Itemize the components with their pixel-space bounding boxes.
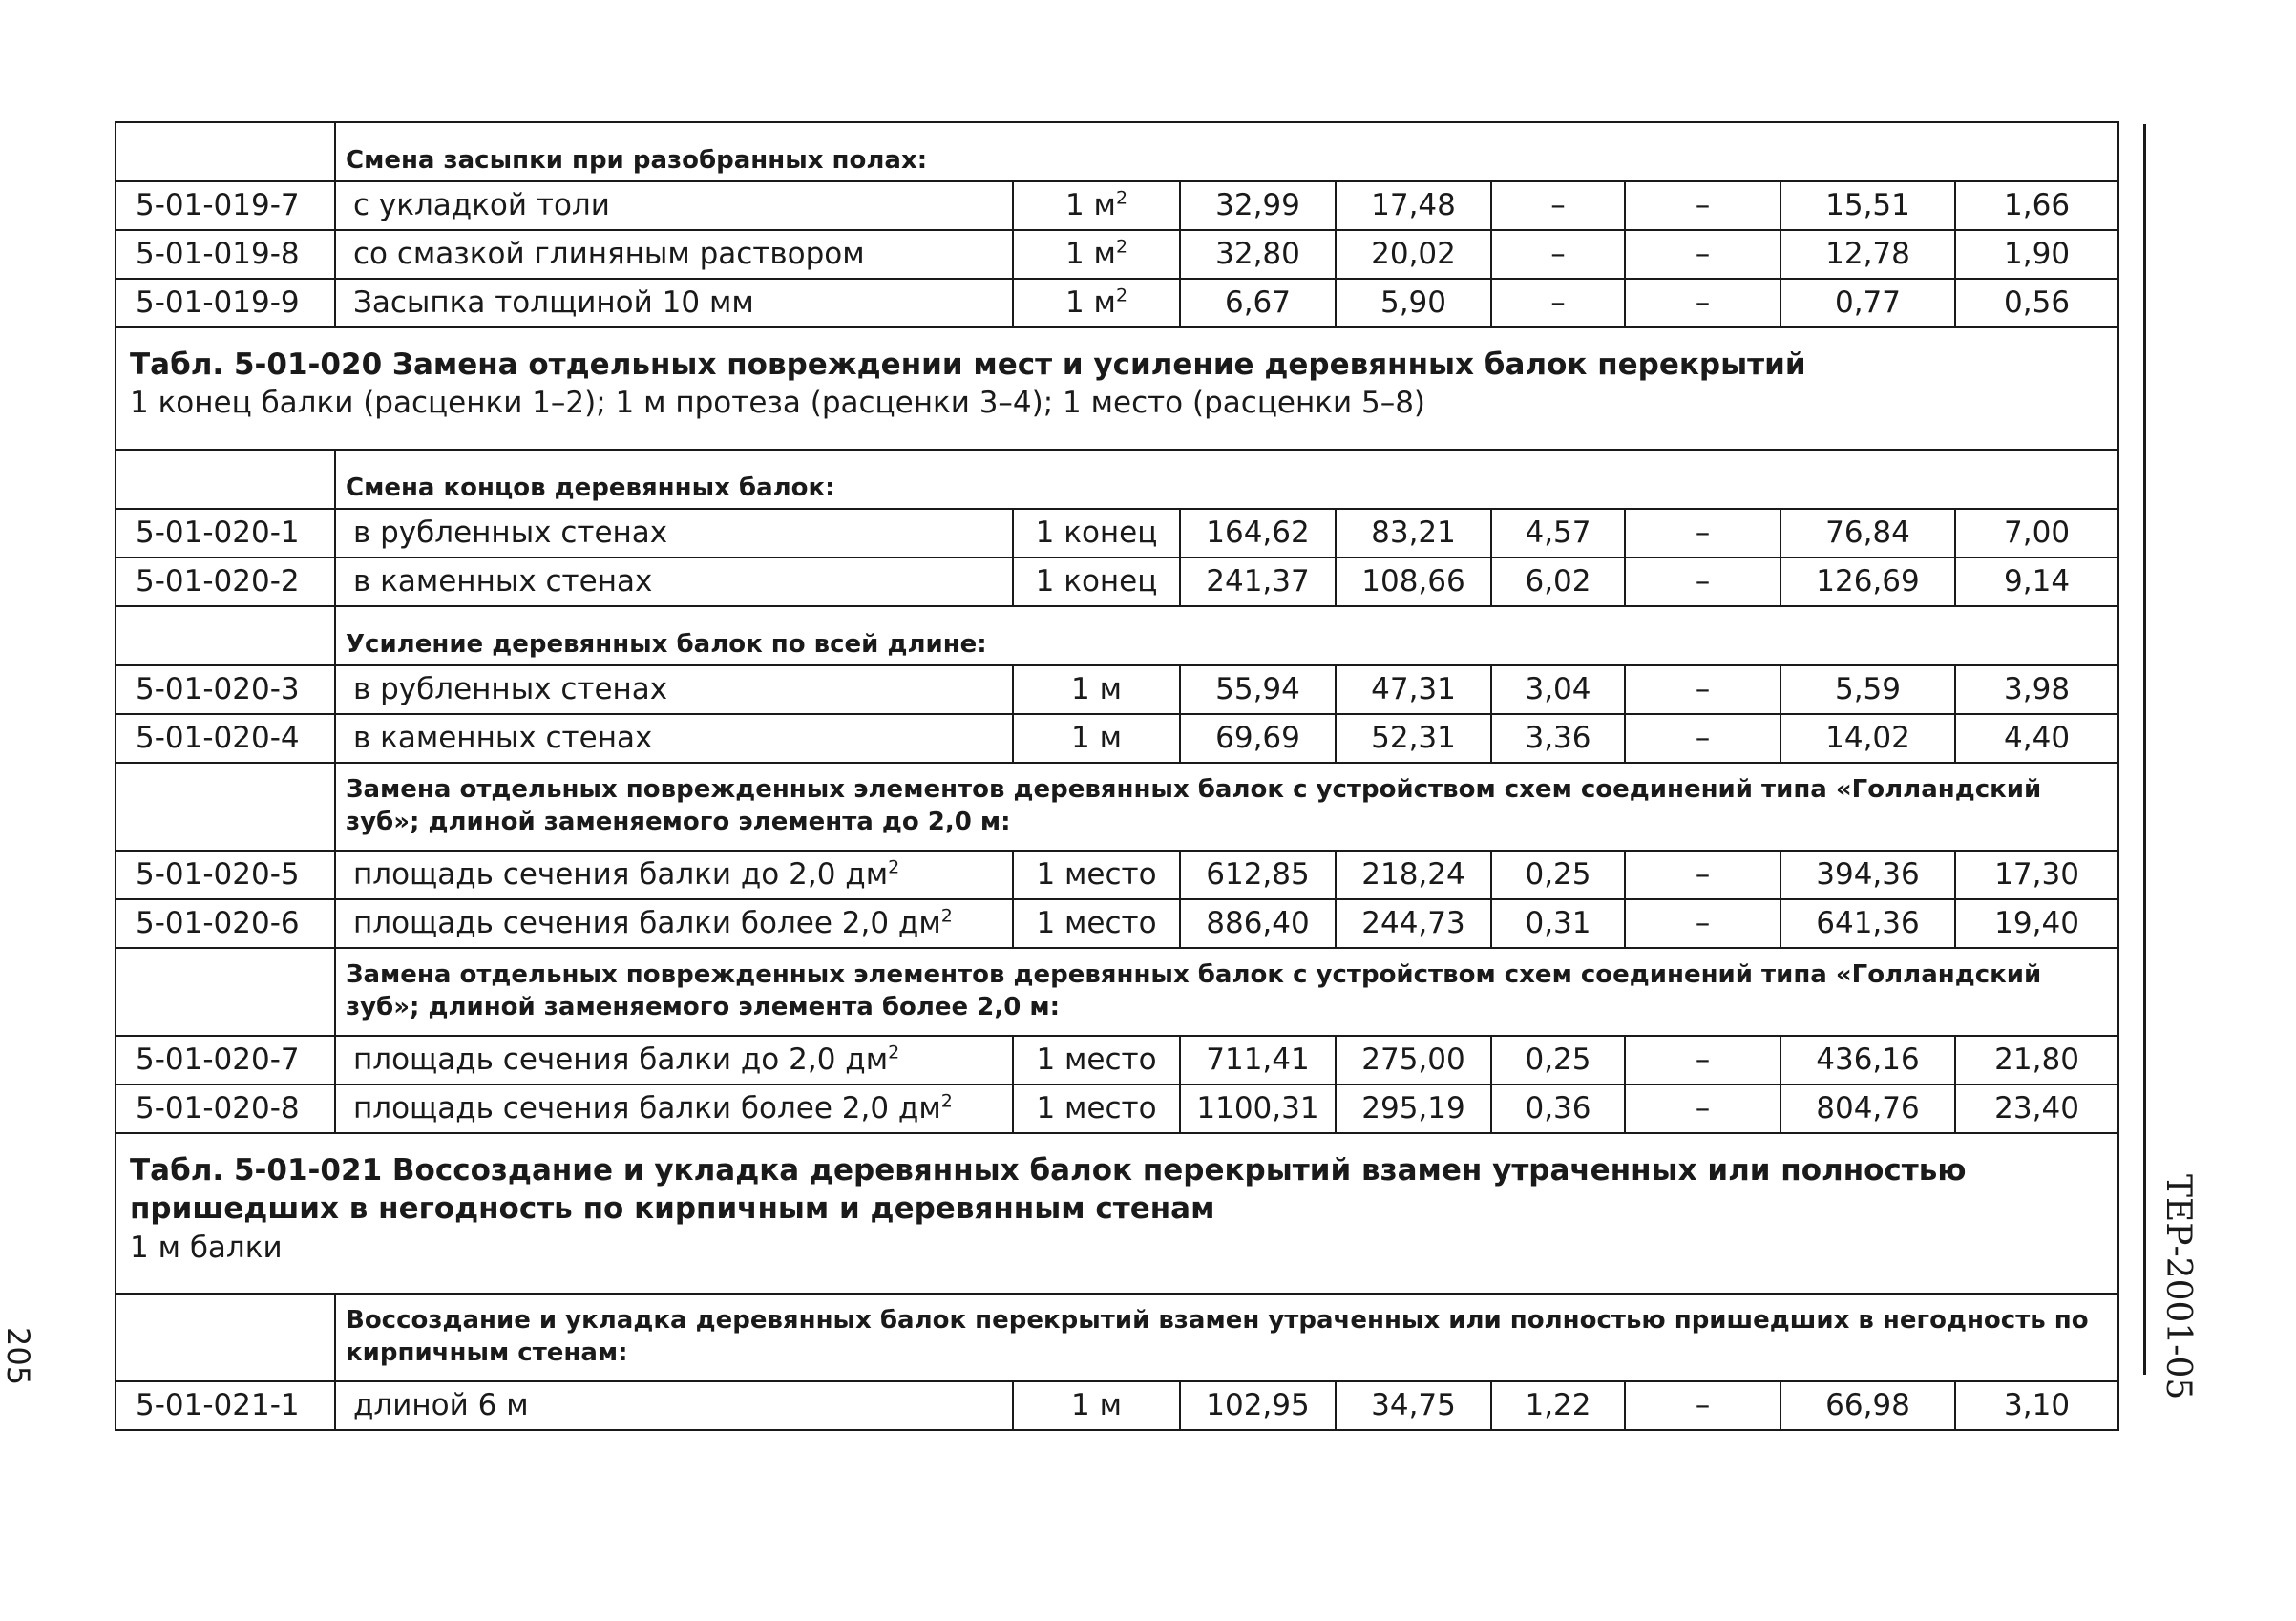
work-name-text: длиной 6 м — [353, 1388, 529, 1423]
driver-wages-cell: – — [1625, 1381, 1780, 1430]
driver-wages-cell: – — [1625, 1084, 1780, 1133]
wages-cell: 295,19 — [1336, 1084, 1491, 1133]
materials-cell: 126,69 — [1780, 558, 1955, 606]
driver-wages-cell: – — [1625, 851, 1780, 899]
work-name-text: площадь сечения балки более 2,0 дм — [353, 1091, 941, 1126]
labor-cell: 21,80 — [1955, 1036, 2118, 1084]
measure-unit — [1013, 851, 1180, 899]
wages-cell: 275,00 — [1336, 1036, 1491, 1084]
machine-cost-cell: 0,25 — [1491, 851, 1625, 899]
work-name — [335, 509, 1013, 558]
superscript: 2 — [1115, 285, 1128, 307]
total-cost-cell: 32,99 — [1180, 181, 1336, 230]
table-title-cell — [116, 1133, 2118, 1294]
table-row — [116, 1084, 2118, 1133]
labor-cell: 3,98 — [1955, 665, 2118, 714]
materials-cell: 5,59 — [1780, 665, 1955, 714]
wages-cell: 5,90 — [1336, 279, 1491, 327]
driver-wages-cell: – — [1625, 279, 1780, 327]
table-row — [116, 558, 2118, 606]
work-name-text: площадь сечения балки до 2,0 дм — [353, 1042, 889, 1078]
labor-cell: 17,30 — [1955, 851, 2118, 899]
section-header-row — [116, 606, 2118, 665]
work-name-text: площадь сечения балки до 2,0 дм — [353, 857, 889, 893]
work-name-text: в каменных стенах — [353, 721, 653, 756]
work-name — [335, 279, 1013, 327]
work-name — [335, 1036, 1013, 1084]
rate-code: 5-01-020-3 — [116, 665, 335, 714]
measure-unit — [1013, 665, 1180, 714]
driver-wages-cell: – — [1625, 665, 1780, 714]
labor-cell: 3,10 — [1955, 1381, 2118, 1430]
total-cost-cell: 612,85 — [1180, 851, 1336, 899]
total-cost-cell: 69,69 — [1180, 714, 1336, 763]
measure-unit-text: 1 место — [1036, 906, 1157, 941]
measure-unit-text: 1 место — [1036, 857, 1157, 893]
table-row — [116, 509, 2118, 558]
margin-rule — [2143, 124, 2146, 1375]
work-name — [335, 851, 1013, 899]
materials-cell: 436,16 — [1780, 1036, 1955, 1084]
materials-cell: 641,36 — [1780, 899, 1955, 948]
wages-cell: 83,21 — [1336, 509, 1491, 558]
total-cost-cell: 55,94 — [1180, 665, 1336, 714]
labor-cell: 9,14 — [1955, 558, 2118, 606]
driver-wages-cell: – — [1625, 558, 1780, 606]
superscript: 2 — [888, 857, 900, 879]
total-cost-cell: 1100,31 — [1180, 1084, 1336, 1133]
table-row — [116, 714, 2118, 763]
section-header-row — [116, 122, 2118, 181]
materials-cell: 15,51 — [1780, 181, 1955, 230]
document-code: ТЕР-2001-05 — [2159, 1174, 2198, 1400]
work-name — [335, 558, 1013, 606]
materials-cell: 14,02 — [1780, 714, 1955, 763]
work-name — [335, 1084, 1013, 1133]
table-row — [116, 1036, 2118, 1084]
table-title: Табл. 5-01-021 Воссоздание и укладка деревянных балок перекрытий взамен утраченных или полностью пришедших в негодность по кирпичным и деревянным стенам — [130, 1153, 1967, 1227]
labor-cell: 7,00 — [1955, 509, 2118, 558]
wages-cell: 34,75 — [1336, 1381, 1491, 1430]
rate-code: 5-01-020-8 — [116, 1084, 335, 1133]
measure-unit-text: 1 место — [1036, 1042, 1157, 1078]
table-row — [116, 230, 2118, 279]
total-cost-cell: 32,80 — [1180, 230, 1336, 279]
table-subtitle: 1 м балки — [130, 1230, 283, 1265]
work-name-text: в рубленных стенах — [353, 672, 668, 707]
rate-code: 5-01-020-4 — [116, 714, 335, 763]
section-header: Замена отдельных поврежденных элементов деревянных балок с устройством схем соединений типа «Голландский зуб»; длиной заменяемого элемента более 2,0 м: — [335, 948, 2118, 1036]
measure-unit — [1013, 1381, 1180, 1430]
measure-unit-text: 1 м — [1071, 672, 1122, 707]
table-title-cell — [116, 327, 2118, 450]
section-header-row — [116, 450, 2118, 509]
work-name — [335, 714, 1013, 763]
total-cost-cell: 711,41 — [1180, 1036, 1336, 1084]
total-cost-cell: 164,62 — [1180, 509, 1336, 558]
labor-cell: 4,40 — [1955, 714, 2118, 763]
rate-code: 5-01-020-6 — [116, 899, 335, 948]
driver-wages-cell: – — [1625, 1036, 1780, 1084]
labor-cell: 0,56 — [1955, 279, 2118, 327]
machine-cost-cell: 0,36 — [1491, 1084, 1625, 1133]
total-cost-cell: 6,67 — [1180, 279, 1336, 327]
rate-code: 5-01-021-1 — [116, 1381, 335, 1430]
empty-cell — [116, 763, 335, 851]
work-name-text: Засыпка толщиной 10 мм — [353, 285, 754, 321]
rate-code: 5-01-019-7 — [116, 181, 335, 230]
total-cost-cell: 102,95 — [1180, 1381, 1336, 1430]
empty-cell — [116, 606, 335, 665]
page-number: 205 — [0, 1327, 36, 1386]
empty-cell — [116, 948, 335, 1036]
table-row — [116, 899, 2118, 948]
measure-unit — [1013, 714, 1180, 763]
measure-unit-text: 1 конец — [1035, 564, 1158, 600]
measure-unit — [1013, 509, 1180, 558]
measure-unit — [1013, 230, 1180, 279]
machine-cost-cell: 3,36 — [1491, 714, 1625, 763]
work-name-text: в рубленных стенах — [353, 516, 668, 551]
materials-cell: 804,76 — [1780, 1084, 1955, 1133]
wages-cell: 218,24 — [1336, 851, 1491, 899]
measure-unit — [1013, 558, 1180, 606]
measure-unit-text: 1 м — [1064, 237, 1116, 272]
table-row — [116, 851, 2118, 899]
machine-cost-cell: 0,31 — [1491, 899, 1625, 948]
materials-cell: 66,98 — [1780, 1381, 1955, 1430]
machine-cost-cell: – — [1491, 279, 1625, 327]
machine-cost-cell: 6,02 — [1491, 558, 1625, 606]
materials-cell: 394,36 — [1780, 851, 1955, 899]
labor-cell: 1,90 — [1955, 230, 2118, 279]
wages-cell: 108,66 — [1336, 558, 1491, 606]
work-name — [335, 665, 1013, 714]
superscript: 2 — [940, 1091, 953, 1113]
machine-cost-cell: 1,22 — [1491, 1381, 1625, 1430]
materials-cell: 0,77 — [1780, 279, 1955, 327]
rate-code: 5-01-020-7 — [116, 1036, 335, 1084]
labor-cell: 23,40 — [1955, 1084, 2118, 1133]
section-header: Усиление деревянных балок по всей длине: — [335, 606, 2118, 665]
machine-cost-cell: 0,25 — [1491, 1036, 1625, 1084]
total-cost-cell: 886,40 — [1180, 899, 1336, 948]
work-name — [335, 230, 1013, 279]
driver-wages-cell: – — [1625, 181, 1780, 230]
rates-table — [115, 121, 2119, 1431]
rate-code: 5-01-020-1 — [116, 509, 335, 558]
driver-wages-cell: – — [1625, 899, 1780, 948]
driver-wages-cell: – — [1625, 714, 1780, 763]
rate-code: 5-01-019-8 — [116, 230, 335, 279]
superscript: 2 — [1115, 237, 1128, 259]
work-name-text: со смазкой глиняным раствором — [353, 237, 865, 272]
work-name-text: с укладкой толи — [353, 188, 610, 223]
work-name-text: площадь сечения балки более 2,0 дм — [353, 906, 941, 941]
table-title-row — [116, 327, 2118, 450]
table-title-row — [116, 1133, 2118, 1294]
table-title: Табл. 5-01-020 Замена отдельных повреждении мест и усиление деревянных балок перекрытий — [130, 347, 1806, 382]
rate-code: 5-01-020-2 — [116, 558, 335, 606]
work-name-text: в каменных стенах — [353, 564, 653, 600]
section-header: Воссоздание и укладка деревянных балок перекрытий взамен утраченных или полностью пришедших в негодность по кирпичным стенам: — [335, 1294, 2118, 1381]
work-name — [335, 1381, 1013, 1430]
measure-unit — [1013, 899, 1180, 948]
section-header: Смена концов деревянных балок: — [335, 450, 2118, 509]
work-name — [335, 181, 1013, 230]
rate-code: 5-01-019-9 — [116, 279, 335, 327]
measure-unit — [1013, 279, 1180, 327]
section-header-row — [116, 763, 2118, 851]
section-header-row — [116, 948, 2118, 1036]
superscript: 2 — [888, 1042, 900, 1064]
table-row — [116, 181, 2118, 230]
materials-cell: 12,78 — [1780, 230, 1955, 279]
work-name — [335, 899, 1013, 948]
wages-cell: 17,48 — [1336, 181, 1491, 230]
rates-table-sheet — [115, 121, 2117, 1431]
rate-code: 5-01-020-5 — [116, 851, 335, 899]
labor-cell: 1,66 — [1955, 181, 2118, 230]
labor-cell: 19,40 — [1955, 899, 2118, 948]
empty-cell — [116, 122, 335, 181]
empty-cell — [116, 450, 335, 509]
wages-cell: 47,31 — [1336, 665, 1491, 714]
machine-cost-cell: 3,04 — [1491, 665, 1625, 714]
rates-table-body — [116, 122, 2118, 1430]
measure-unit-text: 1 м — [1071, 1388, 1122, 1423]
measure-unit — [1013, 181, 1180, 230]
table-row — [116, 279, 2118, 327]
machine-cost-cell: 4,57 — [1491, 509, 1625, 558]
measure-unit-text: 1 м — [1064, 285, 1116, 321]
measure-unit-text: 1 м — [1064, 188, 1116, 223]
materials-cell: 76,84 — [1780, 509, 1955, 558]
wages-cell: 244,73 — [1336, 899, 1491, 948]
superscript: 2 — [1115, 188, 1128, 210]
wages-cell: 52,31 — [1336, 714, 1491, 763]
measure-unit — [1013, 1084, 1180, 1133]
section-header: Смена засыпки при разобранных полах: — [335, 122, 2118, 181]
table-row — [116, 1381, 2118, 1430]
table-row — [116, 665, 2118, 714]
table-subtitle: 1 конец балки (расценки 1–2); 1 м протеза (расценки 3–4); 1 место (расценки 5–8) — [130, 386, 1426, 421]
measure-unit-text: 1 конец — [1035, 516, 1158, 551]
section-header-row — [116, 1294, 2118, 1381]
measure-unit — [1013, 1036, 1180, 1084]
driver-wages-cell: – — [1625, 230, 1780, 279]
wages-cell: 20,02 — [1336, 230, 1491, 279]
machine-cost-cell: – — [1491, 230, 1625, 279]
driver-wages-cell: – — [1625, 509, 1780, 558]
measure-unit-text: 1 м — [1071, 721, 1122, 756]
empty-cell — [116, 1294, 335, 1381]
section-header: Замена отдельных поврежденных элементов деревянных балок с устройством схем соединений типа «Голландский зуб»; длиной заменяемого элемента до 2,0 м: — [335, 763, 2118, 851]
superscript: 2 — [940, 906, 953, 928]
total-cost-cell: 241,37 — [1180, 558, 1336, 606]
machine-cost-cell: – — [1491, 181, 1625, 230]
measure-unit-text: 1 место — [1036, 1091, 1157, 1126]
